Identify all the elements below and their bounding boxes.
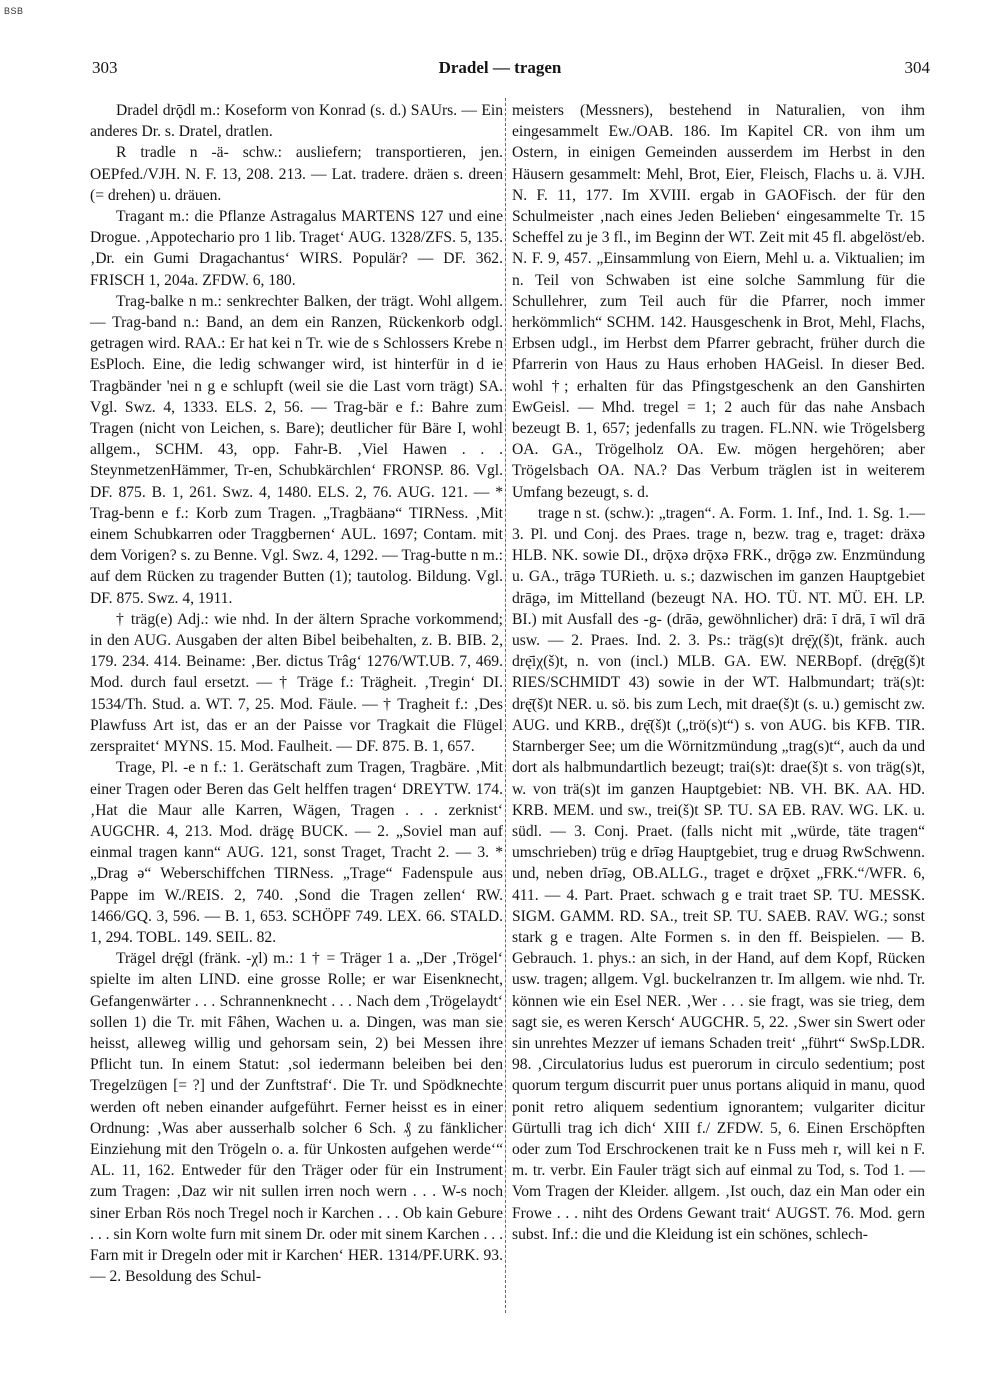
entry-tradlen: R tradle n -ä- schw.: ausliefern; transportieren, jen. OEPfed./VJH. N. F. 13, 208. 213. — Lat. tradere. dräen s. dreen (= drehen) u. dräuen. [90,144,503,204]
column-divider [505,98,506,1313]
entry-tragen: trage n st. (schw.): „tragen“. A. Form. 1. Inf., Ind. 1. Sg. 1.—3. Pl. und Conj. des Praes. trage n, bezw. trag e, traget: dräxə HLB. NK. sowie DI., drǭxə drǭxə FRK., drǭgə zw. Enzmündung u. GA., trāgə TURieth. u. s.; dazwischen im ganzen Hauptgebiet drāgə, im Mittelland (bezeugt NA. HO. TÜ. NT. MÜ. EH. LP. BI.) mit Ausfall des -g- (drāə, gewöhnlicher) drā: ī drā, ī wīl drā usw. — 2. Praes. Ind. 2. 3. Ps.: träg(s)t drę̄χ(š)t, fränk. auch drę̄iχ(š)t, n. von (incl.) MLB. GA. EW. NERBopf. (drę̄g(š)t RIES/SCHMIDT 43) sowie in der WT. Halbmundart; trä(s)t: drę̄(š)t NER. u. sö. bis zum Lech, mit drae(š)t (s. u.) gemischt zw. AUG. und KRB., drę̄(š)t („trö(s)t“) s. von AUG. bis KFB. TIR. Starnberger See; um die Wörnitzmündung „trag(s)t“, auch da und dort als halbmundartlich bezeugt; trai(s)t: drae(š)t s. von träg(s)t, w. von trä(s)t im ganzen Hauptgebiet: NB. VH. BK. AA. HD. KRB. MEM. und sw., trei(š)t SP. TU. SA EB. RAV. WG. LK. u. südl. — 3. Conj. Praet. (falls nicht mit „würde, täte tragen“ umschrieben) trüg e drīəg Hauptgebiet, trug e druəg RwSchwenn. und, neben drīəg, OB.ALLG., traget e drǭxet „FRK.“/WFR. 6, 411. — 4. Part. Praet. schwach g e trait traet SP. TU. MESSK. SIGM. GAMM. RD. SA., treit SP. TU. SAEB. RAV. WG.; sonst stark g e tragen. Alte Formen s. in den ff. Beispielen. — B. Gebrauch. 1. phys.: an sich, in der Hand, auf dem Kopf, Rücken usw. tragen; allgem. Vgl. buckelranzen tr. Im allgem. wie nhd. Tr. können wie ein Esel NER. ‚Wer . . . sie fragt, was sie trieg, dem sagt sie, es weren Kersch‘ AUGCHR. 5, 22. ‚Swer sin Swert oder sin unrehtes Mezzer uf iemans Schaden treit‘ „führt“ SwSp.LDR. 98. ‚Circulatorius ludus est puerorum in circulo sedentium; post quorum tergum discurrit puer unus portans aliquid in manu, quod ponit retro aliquem sedentium ignorantem; vulgariter dicitur Gürtulli trag ich dich‘ XIII f./ ZFDW. 5, 6. Einen Erschöpften oder zum Tod Erschrockenen trait ke n Fuss meh r, will kei n F. m. tr. verbr. Ein Fauler trägt sich auf einmal zu Tod, s. Tod 1. — Vom Tragen der Kleider. allgem. ‚Ist ouch, daz ein Man oder ein Frowe . . . niht des Ordens Gewant trait‘ AUGST. 76. Mod. gern subst. Inf.: die und die Kleidung ist ein schönes, schlech- [512,504,925,1243]
entry-dradel: Dradel drǭdl m.: Koseform von Konrad (s. d.) SAUrs. — Ein anderes Dr. s. Dratel, dratlen. [90,102,503,141]
library-stamp: BSB [4,6,24,16]
page-number-left: 303 [92,58,118,77]
left-column [90,100,503,1287]
entry-traege-adj: † träg(e) Adj.: wie nhd. In der ältern Sprache vorkommend; in den AUG. Ausgaben der alten Bibel beibehalten, z. B. BIB. 2, 179. 234. 414. Beiname: ‚Ber. dictus Trâg‘ 1276/WT.UB. 7, 469. Mod. durch faul ersetzt. — † Träge f.: Trägheit. ‚Tregin‘ DI. 1534/Th. Stud. a. WT. 7, 25. Mod. Fäule. — † Tragheit f.: ‚Des Plawfuss Art ist, das er an der Paisse vor Tragkait die Flügel zerspraitet‘ MYNS. 15. Mod. Faulheit. — DF. 875. B. 1, 657. [90,610,503,756]
page-number-right: 304 [904,58,930,77]
entry-traegel-continued: meisters (Messners), bestehend in Naturalien, von ihm eingesammelt Ew./OAB. 186. Im Kapitel CR. von ihm um Ostern, in einigen Gemeinden ausserdem im Herbst in den Häusern gesammelt: Mehl, Brot, Eier, Fleisch, Flachs u. ä. VJH. N. F. 11, 177. Im XVIII. ergab in GAOFisch. der für den Schulmeister ‚nach eines Jeden Belieben‘ eingesammelte Tr. 15 Scheffel zu je 3 fl., im Beginn der WT. Zeit mit 45 fl. abgelöst/eb. N. F. 9, 457. „Einsammlung von Eiern, Mehl u. a. Viktualien; im n. Teil von Schwaben ist eine solche Sammlung für die Schullehrer, zum Teil auch für die Pfarrer, noch immer herkömmlich“ SCHM. 142. Hausgeschenk in Brot, Mehl, Flachs, Erbsen udgl., im Herbst dem Pfarrer gebracht, früher durch die Pfarrerin von Haus zu Haus erhoben HAGeisl. In dieser Bed. wohl †; erhalten für das Pfingstgeschenk an den Ganshirten EwGeisl. — Mhd. tregel = 1; 2 auch für das nahe Ansbach bezeugt B. 1, 657; jedenfalls zu tragen. FL.NN. wie Trögelsberg OA. GA., Trögelholz OA. Ew. mögen hergehören; aber Trögelsbach OA. NA.? Das Verbum träglen ist in weiterem Umfang bezeugt, s. d. [512,102,925,501]
entry-traegel: Trägel drę̄gl (fränk. -χl) m.: 1 † = Träger 1 a. „Der ‚Trögel‘ spielte im alten LIND. eine grosse Rolle; er war Eisenknecht, Gefangenwärter . . . Schrannenknecht . . . Nach dem ‚Trögelaydt‘ sollen 1) die Tr. mit Fâhen, Wachen u. a. Dingen, was man sie heisst, alleweg willig und gehorsam sein, 2) bei Messen ihre Pflicht tun. In einem Statut: ‚sol iedermann beleiben bei den Tregelzügen [= ?] und der Zunftstraf‘. Die Tr. und Spödknechte werden oft neben einander aufgeführt. Ferner heisst es in einer Ordnung: ‚Was aber ausserhalb solcher 6 Sch. ₰ zu fänklicher Einziehung mit den Trögeln o. a. für Unkosten aufgehen werde‘“ AL. 11, 162. Entweder für den Träger oder für ein Instrument zum Tragen: ‚Daz wir nit sullen irren noch wern . . . W-s noch siner Erban Rös noch Tregel noch ir Karchen . . . Ob kain Gebure . . . sin Korn wolte furn mit sinem Dr. oder mit sinem Karchen . . . Farn mit ir Dregeln oder mit ir Karchen‘ HER. 1314/PF.URK. 93. — 2. Besoldung des Schul- [90,950,503,1286]
right-column [512,100,925,1245]
running-head: Dradel — tragen [438,58,562,77]
entry-trag-balken: Trag-balke n m.: senkrechter Balken, der trägt. Wohl allgem. — Trag-band n.: Band, an dem ein Ranzen, Rückenkorb odgl. getragen wird. RAA.: Er hat kei n Tr. wie de s Schlossers Krebe n EsPloch. Eine, die ledig schwanger wird, ist hinterfür in d ie Tragbänder 'nei n g e schlupft (weil sie die Last vorn trägt) SA. Vgl. Swz. 4, 1333. ELS. 2, 56. — Trag-bär e f.: Bahre zum Tragen (nicht von Leichen, s. Bare); deutlicher für Bäre I, wohl allgem., SCHM. 43, opp. Fahr-B. ‚Viel Hawen . . . SteynmetzenHämmer, Tr-en, Schubkärchlen‘ FRONSP. 86. Vgl. DF. 875. B. 1, 261. Swz. 4, 1480. ELS. 2, 76. AUG. 121. — * Trag-benn e f.: Korb zum Tragen. „Tragbäanə“ TIRNess. ‚Mit einem Schubkarren oder Traggbernen‘ AUL. 1697; Contam. mit dem Vorigen? s. zu Benne. Vgl. Swz. 4, 1292. — Trag-butte n m.: auf dem Rücken zu tragender Butten (1); tautolog. Bildung. Vgl. DF. 875. Swz. 4, 1911. [90,292,503,607]
entry-tragant: Tragant m.: die Pflanze Astragalus MARTENS 127 und eine Drogue. ‚Appotechario pro 1 lib. Traget‘ AUG. 1328/ZFS. 5, 135. ‚Dr. ein Gumi Dragachantus‘ WIRS. Populär? — DF. 362. FRISCH 1, 204a. ZFDW. 6, 180. [90,208,503,289]
entry-trage: Trage, Pl. -e n f.: 1. Gerätschaft zum Tragen, Tragbäre. ‚Mit einer Tragen oder Beren das Gelt helffen tragen‘ DREYTW. 174. ‚Hat die Maur alle Karren, Wägen, Tragen . . . zerknist‘ AUGCHR. 4, 213. Mod. drägę BUCK. — 2. „Soviel man auf einmal tragen kann“ AUG. 121, sonst Traget, Tracht 2. — 3. * „Drag ə“ Weberschiffchen TIRNess. „Trage“ Fadenspule aus Pappe im W./REIS. 2, 740. ‚Sond die Tragen zellen‘ RW. 1466/GQ. 3, 596. — B. 1, 653. SCHÖPF 749. LEX. 66. STALD. 1, 294. TOBL. 149. SEIL. 82. [90,759,503,946]
